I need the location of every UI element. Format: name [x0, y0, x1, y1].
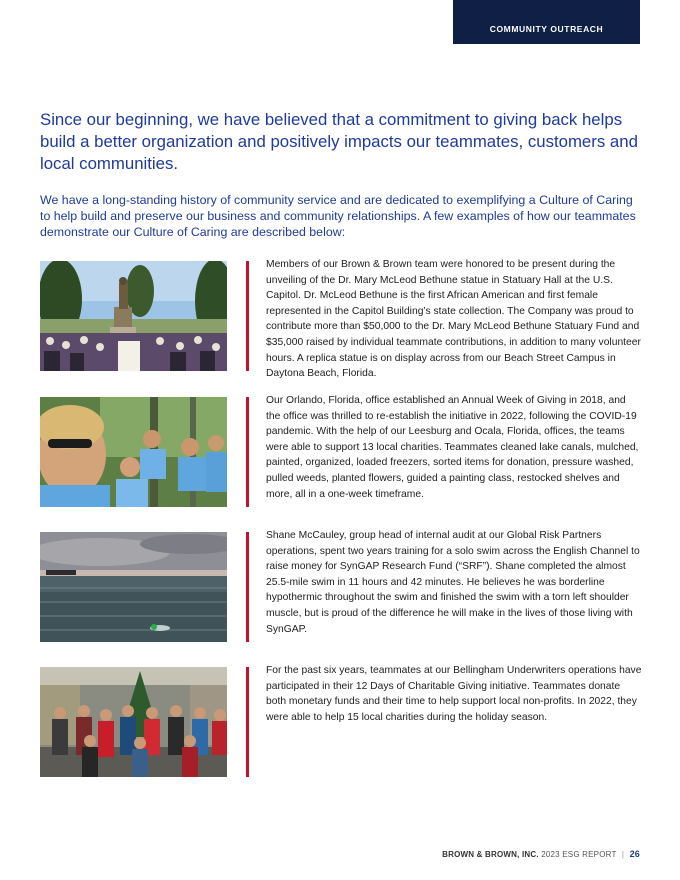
footer-report: 2023 ESG REPORT [541, 850, 617, 859]
story-divider [246, 667, 249, 777]
story-text: For the past six years, teammates at our Bellingham Underwriters operations have participated in their 12 Days of Charitable Giving initiative. Teammates donate both monetary funds and their time to help support local non-profits. In 2022, they were able to help 15 local charities during the holiday season. [266, 665, 642, 723]
story-week-of-giving [40, 397, 640, 507]
story-divider [246, 261, 249, 371]
story-text: Shane McCauley, group head of internal audit at our Global Risk Partners operations, spent two years training for a solo swim across the English Channel to raise money for SynGAP Research Fund (“SRF”). Shane completed the almost 25.5-mile swim in 11 hours and 42 minutes. He believes he was borderline hypothermic throughout the swim and finished the swim with a torn left shoulder muscle, but is proud of the difference he will make in the lives of those living with SynGAP. [266, 530, 640, 635]
story-text: Members of our Brown & Brown team were honored to be present during the unveiling of the Dr. Mary McLeod Bethune statue in Statuary Hall at the U.S. Capitol. Dr. McLeod Bethune is the first African American and first female represented in the Capitol Building’s state collection. The Company was proud to contribute more than $50,000 to the Dr. Mary McLeod Bethune Statuary Fund and $35,000 raised by individual teammate contributions, in addition to many volunteer hours. A replica statue is on display across from our Beach Street Campus in Daytona Beach, Florida. [266, 259, 641, 380]
footer-separator: | [621, 850, 625, 859]
page-footer [442, 849, 640, 859]
story-statue-unveiling [40, 259, 641, 380]
footer-company: BROWN & BROWN, INC. [442, 850, 539, 859]
intro-statement: Since our beginning, we have believed that a commitment to giving back helps build a better organization and positively impacts our teammates, customers and local communities. [40, 110, 638, 173]
section-label: COMMUNITY OUTREACH [489, 24, 604, 34]
story-text: Our Orlando, Florida, office established an Annual Week of Giving in 2018, and the office was thrilled to re-establish the initiative in 2022, following the COVID-19 pandemic. With the help of our Leesburg and Ocala, Florida, offices, the teams were able to support 13 local charities. Teammates cleaned lake canals, mulched, painted, organized, loaded freezers, sorted items for donation, pressure washed, pulled weeds, planted flowers, guided a painting class, restocked shelves and more, all in a one-week timeframe. [266, 395, 639, 500]
story-divider [246, 397, 249, 507]
section-tab [453, 0, 640, 44]
photo-statue-unveiling [40, 261, 227, 371]
photo-twelve-days [40, 667, 227, 777]
photo-week-of-giving [40, 397, 227, 507]
page-number: 26 [629, 849, 640, 859]
story-channel-swim [40, 532, 640, 642]
story-twelve-days [40, 667, 640, 777]
story-divider [246, 532, 249, 642]
lede-paragraph: We have a long-standing history of community service and are dedicated to exemplifying a Culture of Caring to help build and preserve our business and community relationships. A few examples of how our teammates demonstrate our Culture of Caring are described below: [40, 193, 636, 239]
photo-channel-swim [40, 532, 227, 642]
